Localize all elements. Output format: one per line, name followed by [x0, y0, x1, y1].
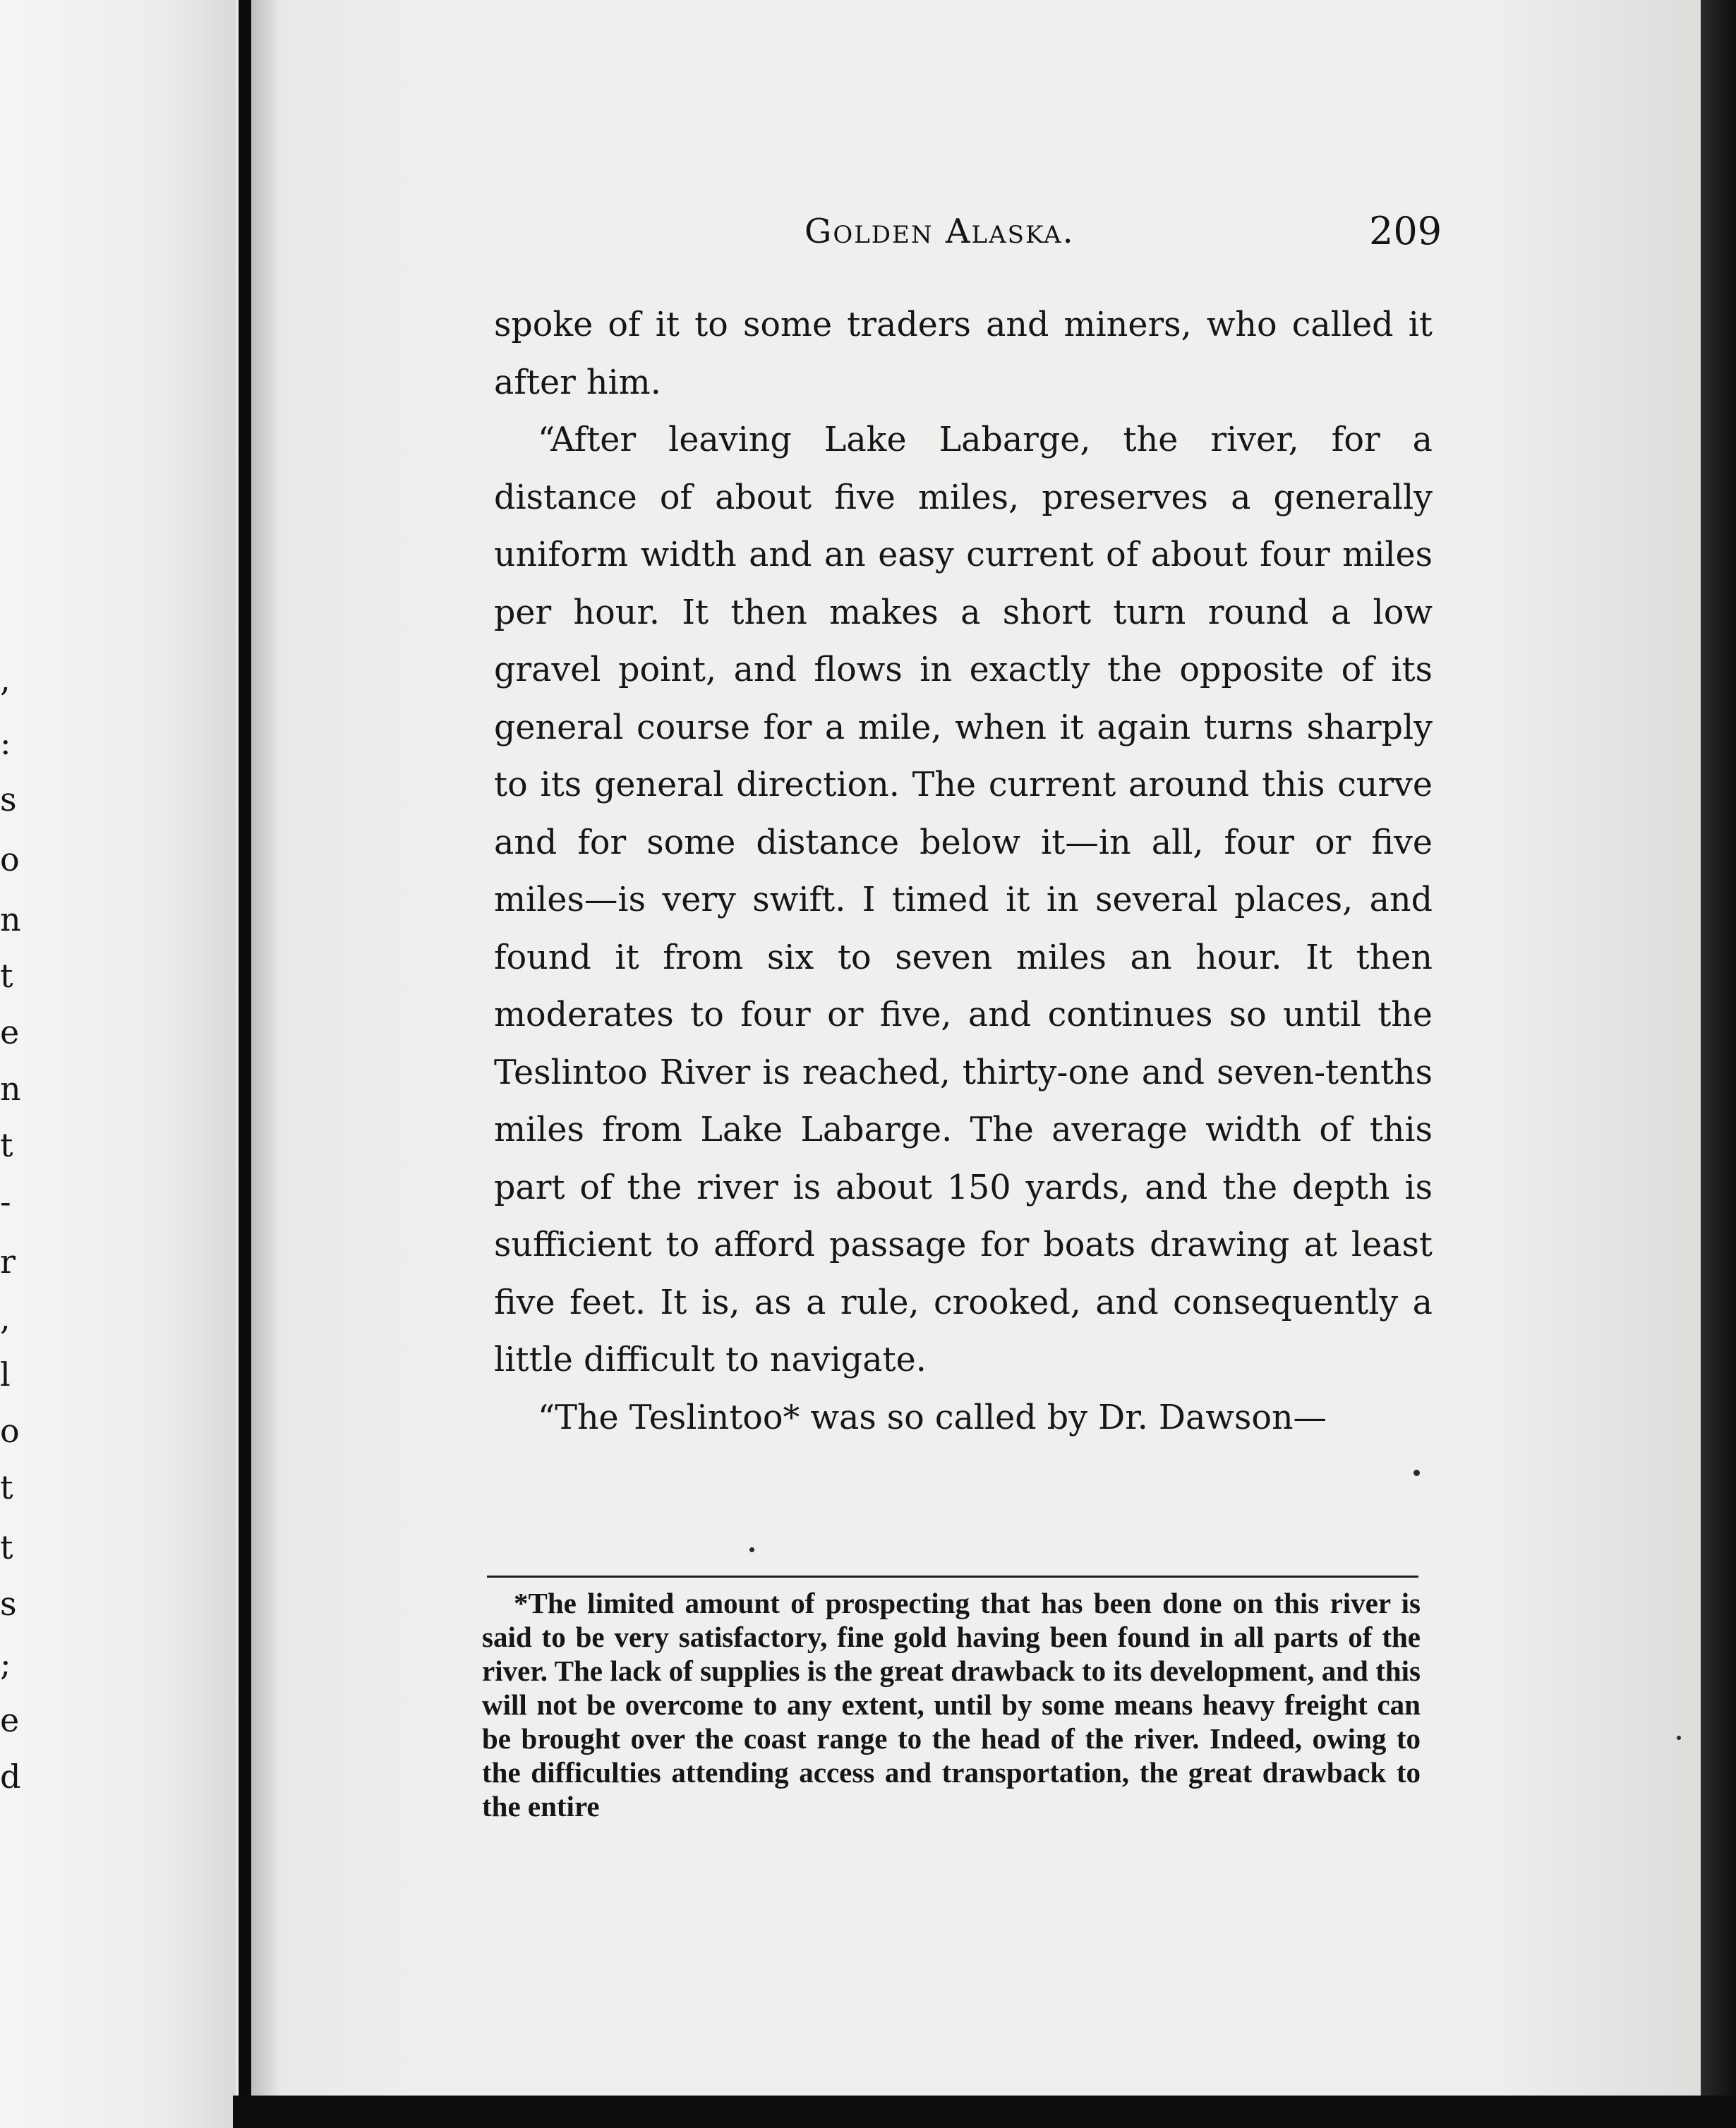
left-fragment: o — [0, 840, 20, 878]
left-fragment: , — [0, 660, 11, 699]
scan-speck — [749, 1547, 754, 1552]
facing-left-page — [0, 0, 236, 2128]
left-fragment: r — [0, 1243, 16, 1281]
left-fragment: l — [0, 1355, 11, 1394]
left-fragment: , — [0, 1299, 11, 1337]
left-page-cut-off-text — [0, 0, 21, 2128]
scan-speck — [1413, 1470, 1420, 1476]
left-fragment: ; — [0, 1645, 11, 1683]
left-fragment: d — [0, 1758, 21, 1796]
paragraph: “The Teslintoo* was so called by Dr. Dawson— — [538, 1398, 1327, 1437]
left-fragment: : — [0, 724, 11, 762]
page-edge-shadow-right — [1701, 0, 1736, 2128]
left-fragment: - — [0, 1183, 11, 1221]
scan-speck — [1677, 1736, 1681, 1740]
left-fragment: s — [0, 1585, 17, 1623]
gutter-shadow — [251, 0, 279, 2128]
left-fragment: t — [0, 957, 13, 995]
left-fragment: n — [0, 1070, 21, 1108]
left-fragment: t — [0, 1528, 13, 1566]
footnote-separator-rule — [487, 1576, 1418, 1578]
left-fragment: s — [0, 780, 17, 818]
left-fragment: o — [0, 1412, 20, 1450]
left-fragment: e — [0, 1701, 20, 1739]
page-edge-shadow-bottom — [233, 2096, 1736, 2128]
book-gutter — [239, 0, 251, 2128]
left-fragment: n — [0, 900, 21, 938]
left-fragment: e — [0, 1013, 20, 1051]
paragraph: spoke of it to some traders and miners, who called it after him. — [494, 306, 1433, 402]
left-fragment: t — [0, 1468, 13, 1506]
running-title: Golden Alaska. — [804, 212, 1075, 251]
paragraph: “After leaving Lake Labarge, the river, for a distance of about five miles, preserves a generally uniform width and an easy current of about four miles per hour. It then makes a short turn round a low gravel point, and flows in exactly the opposite of its general course for a mile, when it again turns sharply to its general direction. The current around this curve and for some distance below it—in all, four or five miles—is very swift. I timed it in several places, and found it from six to seven miles an hour. It then moderates to four or five, and continues so until the Teslintoo River is reached, thirty-one and seven-tenths miles from Lake Labarge. The average width of this part of the river is about 150 yards, and the depth is sufficient to afford passage for boats drawing at least five feet. It is, as a rule, crooked, and consequently a little difficult to navigate. — [494, 421, 1433, 1379]
page-number: 209 — [1369, 209, 1442, 253]
left-fragment: t — [0, 1126, 13, 1164]
footnote — [482, 1586, 1421, 1823]
footnote-text: *The limited amount of prospecting that has been done on this river is said to be very satisfactory, fine gold having been found in all parts of the river. The lack of supplies is the great drawback to its development, and this will not be overcome to any extent, until by some means heavy freight can be brought over the coast range to the head of the river. Indeed, owing to the difficulties attending access and transportation, the great drawback to the entire — [482, 1587, 1421, 1822]
main-text-block — [494, 296, 1433, 1446]
